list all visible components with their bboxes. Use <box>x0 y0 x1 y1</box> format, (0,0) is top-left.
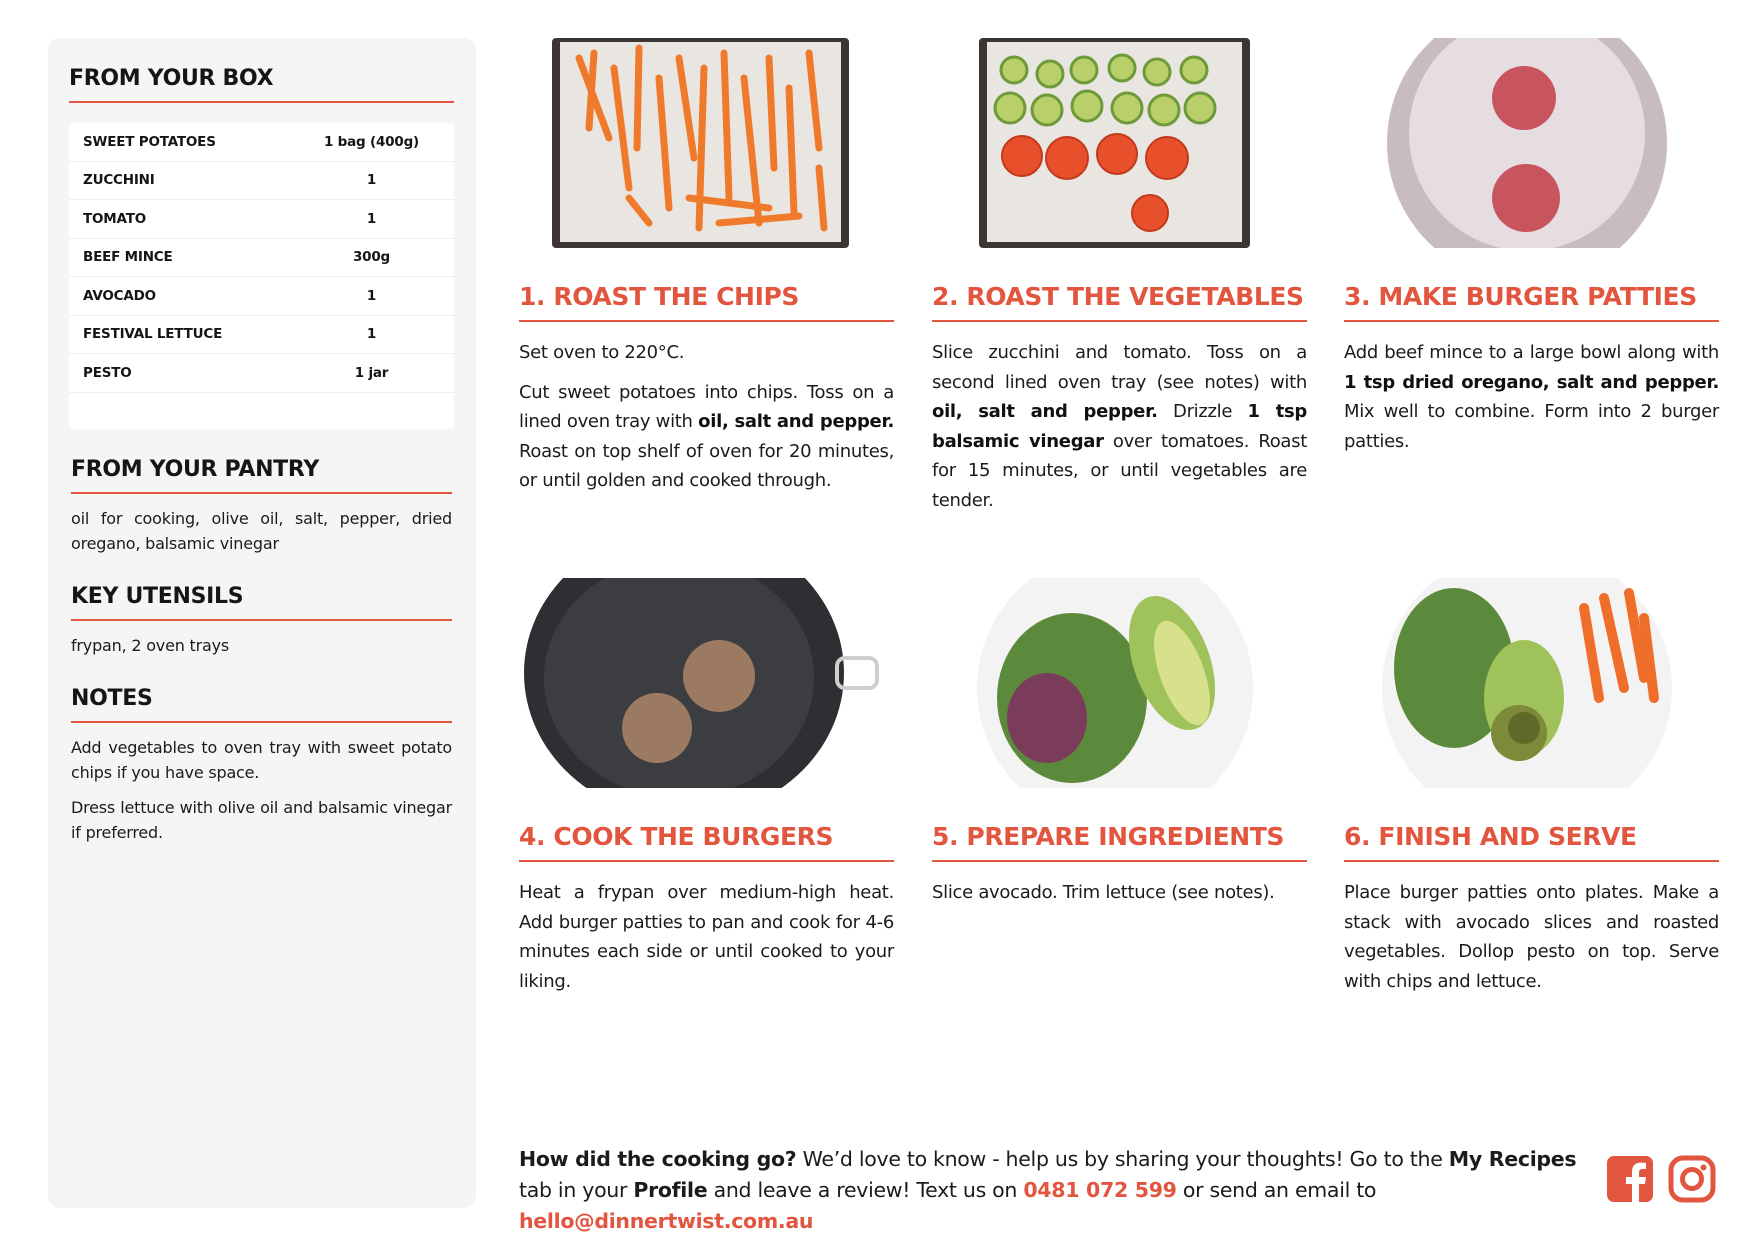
email-link[interactable]: hello@dinnertwist.com.au <box>519 1209 814 1233</box>
step-6-title: 6. FINISH AND SERVE <box>1344 822 1719 862</box>
step-3-body <box>1344 338 1719 456</box>
ingredient-qty: 1 jar <box>354 364 389 381</box>
step-2-photo <box>932 38 1307 248</box>
phone-link[interactable]: 0481 072 599 <box>1023 1178 1177 1202</box>
step-6-body <box>1344 878 1719 996</box>
profile-link[interactable]: Profile <box>633 1178 708 1202</box>
table-row <box>69 239 454 278</box>
ingredient-name: TOMATO <box>83 210 147 227</box>
step-1-title: 1. ROAST THE CHIPS <box>519 282 894 322</box>
step-3-title: 3. MAKE BURGER PATTIES <box>1344 282 1719 322</box>
utensils-text: frypan, 2 oven trays <box>71 635 230 655</box>
ingredient-qty: 1 <box>366 210 377 227</box>
table-row <box>69 316 454 355</box>
note-text: Dress lettuce with olive oil and balsamic vinegar if preferred. <box>71 797 452 842</box>
utensils-heading: KEY UTENSILS <box>71 584 452 621</box>
ingredient-name: PESTO <box>83 364 132 381</box>
step-5-title: 5. PREPARE INGREDIENTS <box>932 822 1307 862</box>
table-row <box>69 123 454 162</box>
ingredient-qty: 300g <box>352 249 391 266</box>
step-1-body <box>519 338 894 496</box>
step-3-photo <box>1344 38 1719 248</box>
my-recipes-link[interactable]: My Recipes <box>1448 1147 1577 1171</box>
step-5-photo <box>932 578 1307 788</box>
utensils-section <box>69 584 454 658</box>
step-5-text: Slice avocado. Trim lettuce (see notes). <box>932 882 1275 903</box>
step-5-body <box>932 878 1307 908</box>
box-ingredients-table <box>69 123 454 429</box>
step-2-title: 2. ROAST THE VEGETABLES <box>932 282 1307 322</box>
ingredient-qty: 1 <box>366 172 377 189</box>
ingredient-name: BEEF MINCE <box>83 249 173 266</box>
step-6 <box>1344 578 1719 996</box>
step-4-photo <box>519 578 894 788</box>
table-row <box>69 200 454 239</box>
from-your-box-heading: FROM YOUR BOX <box>69 66 454 103</box>
step-1-photo <box>519 38 894 248</box>
step-4-text: Heat a frypan over medium-high heat. Add burger patties to pan and cook for 4-6 minutes each side or until cooked to your liking. <box>519 882 894 992</box>
step-4-title: 4. COOK THE BURGERS <box>519 822 894 862</box>
ingredient-name: ZUCCHINI <box>83 172 155 189</box>
table-row <box>69 277 454 316</box>
facebook-icon[interactable] <box>1606 1155 1654 1203</box>
step-4-body <box>519 878 894 996</box>
step-6-text: Place burger patties onto plates. Make a stack with avocado slices and roasted vegetables. Dollop pesto on top. Serve with chips and lettuce. <box>1344 882 1719 992</box>
step-2 <box>932 38 1307 515</box>
pantry-section <box>69 457 454 556</box>
instagram-icon[interactable] <box>1668 1155 1716 1203</box>
step-5 <box>932 578 1307 908</box>
step-1-text: Set oven to 220°C. <box>519 342 685 363</box>
notes-heading: NOTES <box>71 686 452 723</box>
step-3 <box>1344 38 1719 456</box>
ingredients-sidebar <box>48 38 476 1208</box>
ingredient-name: FESTIVAL LETTUCE <box>83 326 223 343</box>
step-1 <box>519 38 894 496</box>
ingredient-name: SWEET POTATOES <box>83 133 216 150</box>
ingredient-qty: 1 <box>366 287 377 304</box>
notes-section <box>69 686 454 845</box>
feedback-question: How did the cooking go? <box>519 1147 797 1171</box>
step-2-body <box>932 338 1307 515</box>
note-text: Add vegetables to oven tray with sweet potato chips if you have space. <box>71 737 452 782</box>
ingredient-qty: 1 <box>366 326 377 343</box>
table-row <box>69 354 454 393</box>
step-3-text: Add beef mince to a large bowl along with 1 tsp dried oregano, salt and pepper. Mix well to combine. Form into 2 burger patties. <box>1344 342 1719 452</box>
step-1-text: Cut sweet potatoes into chips. Toss on a lined oven tray with oil, salt and pepper. Roast on top shelf of oven for 20 minutes, or until golden and cooked through. <box>519 381 894 491</box>
ingredient-qty: 1 bag (400g) <box>323 133 419 150</box>
ingredient-name: AVOCADO <box>83 287 156 304</box>
table-row <box>69 162 454 201</box>
step-6-photo <box>1344 578 1719 788</box>
step-2-text: Slice zucchini and tomato. Toss on a second lined oven tray (see notes) with oil, salt and pepper. Drizzle 1 tsp balsamic vinegar over tomatoes. Roast for 15 minutes, or until vegetables are tender. <box>932 342 1308 511</box>
step-4 <box>519 578 894 996</box>
pantry-heading: FROM YOUR PANTRY <box>71 457 452 494</box>
pantry-text: oil for cooking, olive oil, salt, pepper, dried oregano, balsamic vinegar <box>71 508 452 553</box>
feedback-footer: How did the cooking go? We’d love to know - help us by sharing your thoughts! Go to the My Recipes tab in your Profile and leave a review! Text us on 0481 072 599 or send an email to hello@dinnertwist.com.au <box>519 1147 1577 1233</box>
